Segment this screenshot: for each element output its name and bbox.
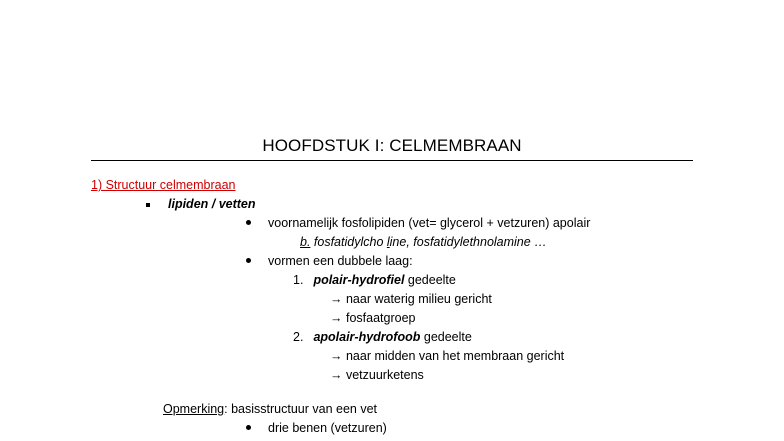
item-label: lipiden / vetten — [168, 197, 256, 211]
remark-line — [163, 401, 377, 417]
arrow-line: → vetzuurketens — [330, 368, 424, 382]
numbered-item — [293, 329, 472, 345]
item-rest: gedeelte — [404, 273, 456, 287]
remark-label: Opmerking — [163, 402, 225, 416]
item-term: apolair-hydrofoob — [313, 330, 421, 344]
example-prefix: b. — [300, 235, 311, 249]
remark-text: : basisstructuur van een vet — [224, 402, 377, 416]
square-bullet-icon — [146, 203, 150, 207]
example-rest: ine, fosfatidylethnolamine … — [389, 235, 547, 249]
arrow-line: → naar waterig milieu gericht — [330, 292, 492, 306]
section-heading: 1) Structuur celmembraan — [91, 178, 236, 192]
dot-bullet-icon — [246, 425, 251, 430]
title-rule — [91, 160, 693, 161]
example-text: fosfatidylcho — [310, 235, 387, 249]
numbered-item — [293, 272, 456, 288]
dot-bullet-icon — [246, 258, 251, 263]
arrow-line: → fosfaatgroep — [330, 311, 416, 325]
dot-bullet-icon — [246, 220, 251, 225]
bullet-text: voornamelijk fosfolipiden (vet= glycerol + vetzuren) apolair — [268, 216, 591, 230]
item-number: 1. — [293, 273, 304, 287]
bullet-text: vormen een dubbele laag: — [268, 254, 413, 268]
remark-bullet-text: drie benen (vetzuren) — [268, 421, 387, 435]
item-number: 2. — [293, 330, 304, 344]
chapter-title: HOOFDSTUK I: CELMEMBRAAN — [262, 136, 522, 155]
arrow-line: → naar midden van het membraan gericht — [330, 349, 565, 363]
item-rest: gedeelte — [420, 330, 472, 344]
example-line — [300, 234, 547, 250]
item-term: polair-hydrofiel — [313, 273, 405, 287]
example-underlined: l — [386, 235, 390, 249]
